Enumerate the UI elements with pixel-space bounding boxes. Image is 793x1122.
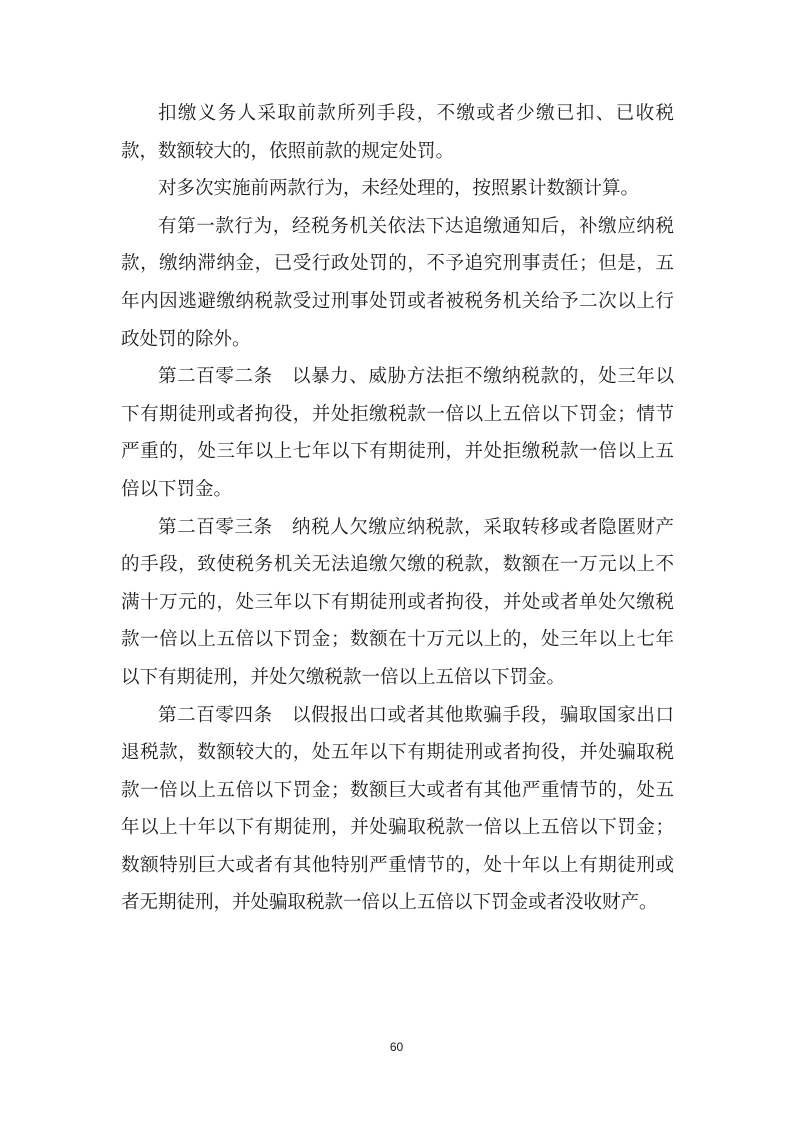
paragraph-cumulative-amount: 对多次实施前两款行为，未经处理的，按照累计数额计算。 bbox=[158, 178, 640, 200]
article-203: 第二百零三条 纳税人欠缴应纳税款，采取转移或者隐匿财产的手段，致使税务机关无法追缴欠缴的税款，数额在一万元以上不满十万元的，处三年以下有期徒刑或者拘役，并处或者单处欠缴税款一倍以上五倍以下罚金；数额在十万元以上的，处三年以上七年以下有期徒刑，并处欠缴税款一倍以上五倍以下罚金。 bbox=[121, 516, 674, 688]
paragraph-exemption: 有第一款行为，经税务机关依法下达追缴通知后，补缴应纳税款，缴纳滞纳金，已受行政处罚的，不予追究刑事责任；但是，五年内因逃避缴纳税款受过刑事处罚或者被税务机关给予二次以上行政处罚的除外。 bbox=[121, 215, 674, 350]
article-204: 第二百零四条 以假报出口或者其他欺骗手段，骗取国家出口退税款，数额较大的，处五年以下有期徒刑或者拘役，并处骗取税款一倍以上五倍以下罚金；数额巨大或者有其他严重情节的，处五年以上十年以下有期徒刑，并处骗取税款一倍以上五倍以下罚金；数额特别巨大或者有其他特别严重情节的，处十年以上有期徒刑或者无期徒刑，并处骗取税款一倍以上五倍以下罚金或者没收财产。 bbox=[121, 704, 674, 914]
paragraph-withholding-agent: 扣缴义务人采取前款所列手段，不缴或者少缴已扣、已收税款，数额较大的，依照前款的规定处罚。 bbox=[121, 103, 674, 162]
article-202: 第二百零二条 以暴力、威胁方法拒不缴纳税款的，处三年以下有期徒刑或者拘役，并处拒缴税款一倍以上五倍以下罚金；情节严重的，处三年以上七年以下有期徒刑，并处拒缴税款一倍以上五倍以下罚金。 bbox=[121, 366, 674, 500]
body-text bbox=[121, 95, 674, 922]
page-number: 60 bbox=[389, 1040, 404, 1054]
